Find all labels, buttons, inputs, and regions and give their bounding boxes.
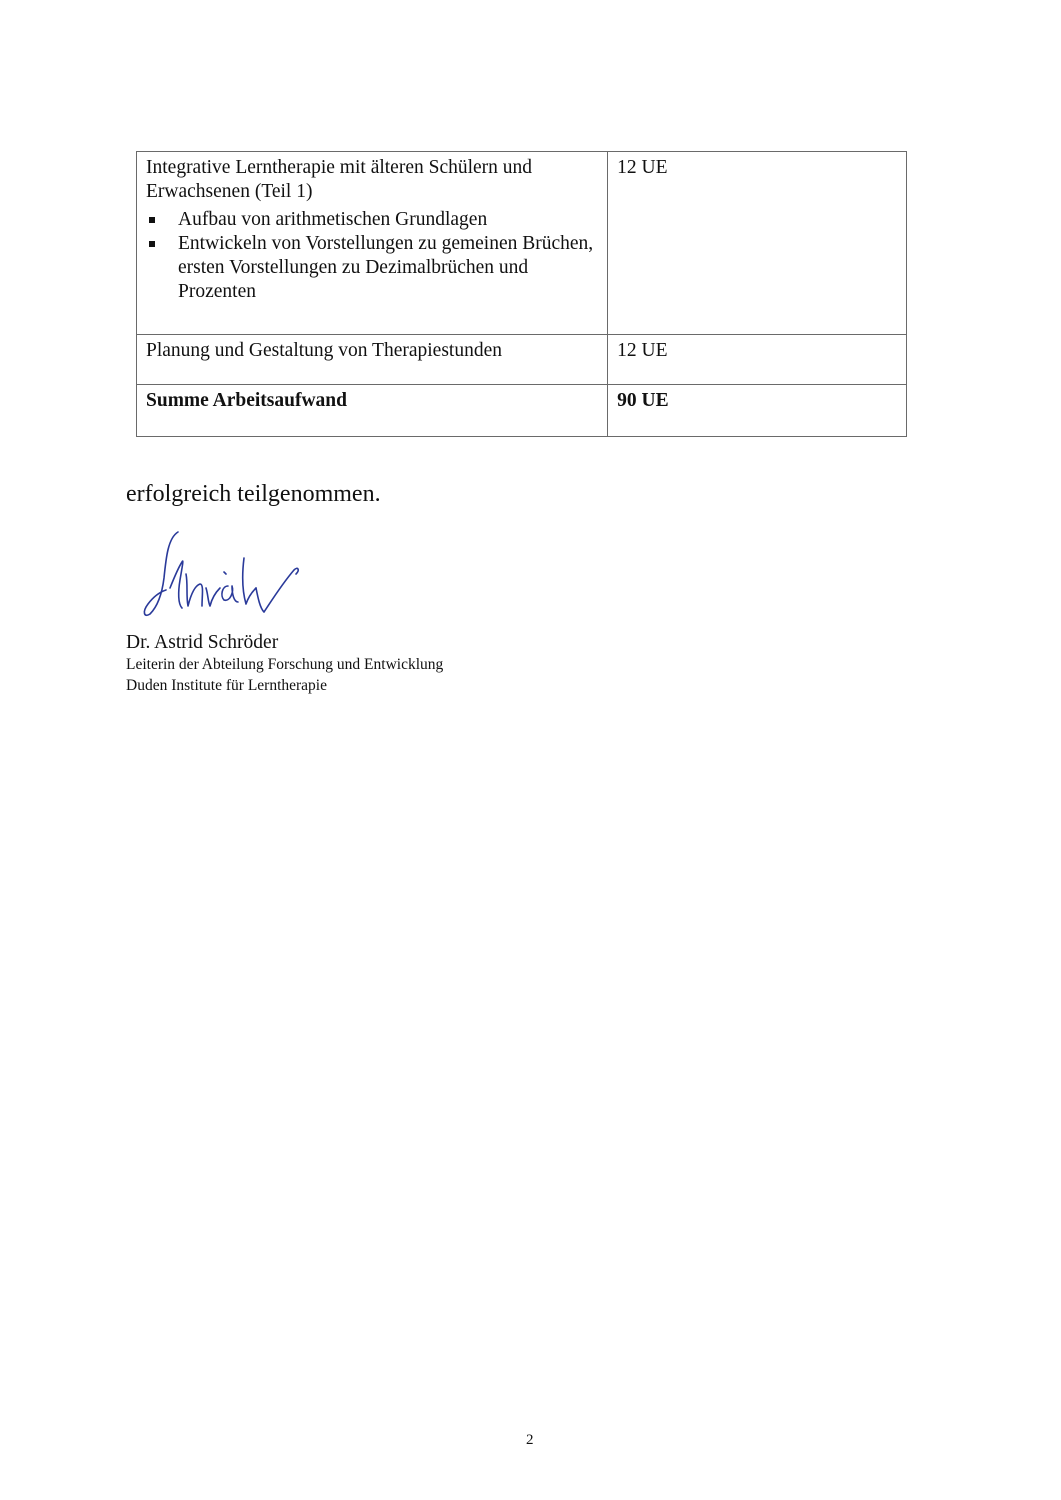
workload-table: [136, 151, 907, 437]
table-row: [137, 335, 907, 385]
table-row-total: [137, 385, 907, 437]
table-row: [137, 152, 907, 335]
topic-cell: [137, 152, 608, 335]
topic-title: Integrative Lerntherapie mit älteren Schülern und Erwachsenen (Teil 1): [146, 157, 533, 202]
list-item: Entwickeln von Vorstellungen zu gemeinen Brüchen, ersten Vorstellungen zu Dezimalbrüchen und Prozenten: [146, 232, 598, 304]
total-hours-cell: 90 UE: [608, 385, 907, 437]
topic-cell: Planung und Gestaltung von Therapiestunden: [137, 335, 608, 385]
hours-cell: 12 UE: [608, 152, 907, 335]
total-label-cell: Summe Arbeitsaufwand: [137, 385, 608, 437]
list-item: Aufbau von arithmetischen Grundlagen: [146, 208, 598, 232]
closing-text: erfolgreich teilgenommen.: [126, 481, 381, 507]
hours-cell: 12 UE: [608, 335, 907, 385]
handwritten-signature: [138, 528, 308, 620]
signer-name: Dr. Astrid Schröder: [126, 632, 279, 653]
page-number: 2: [526, 1432, 534, 1448]
signer-role: Leiterin der Abteilung Forschung und Entwicklung: [126, 656, 444, 673]
topic-bullet-list: [146, 208, 598, 304]
signer-organization: Duden Institute für Lerntherapie: [126, 677, 327, 694]
